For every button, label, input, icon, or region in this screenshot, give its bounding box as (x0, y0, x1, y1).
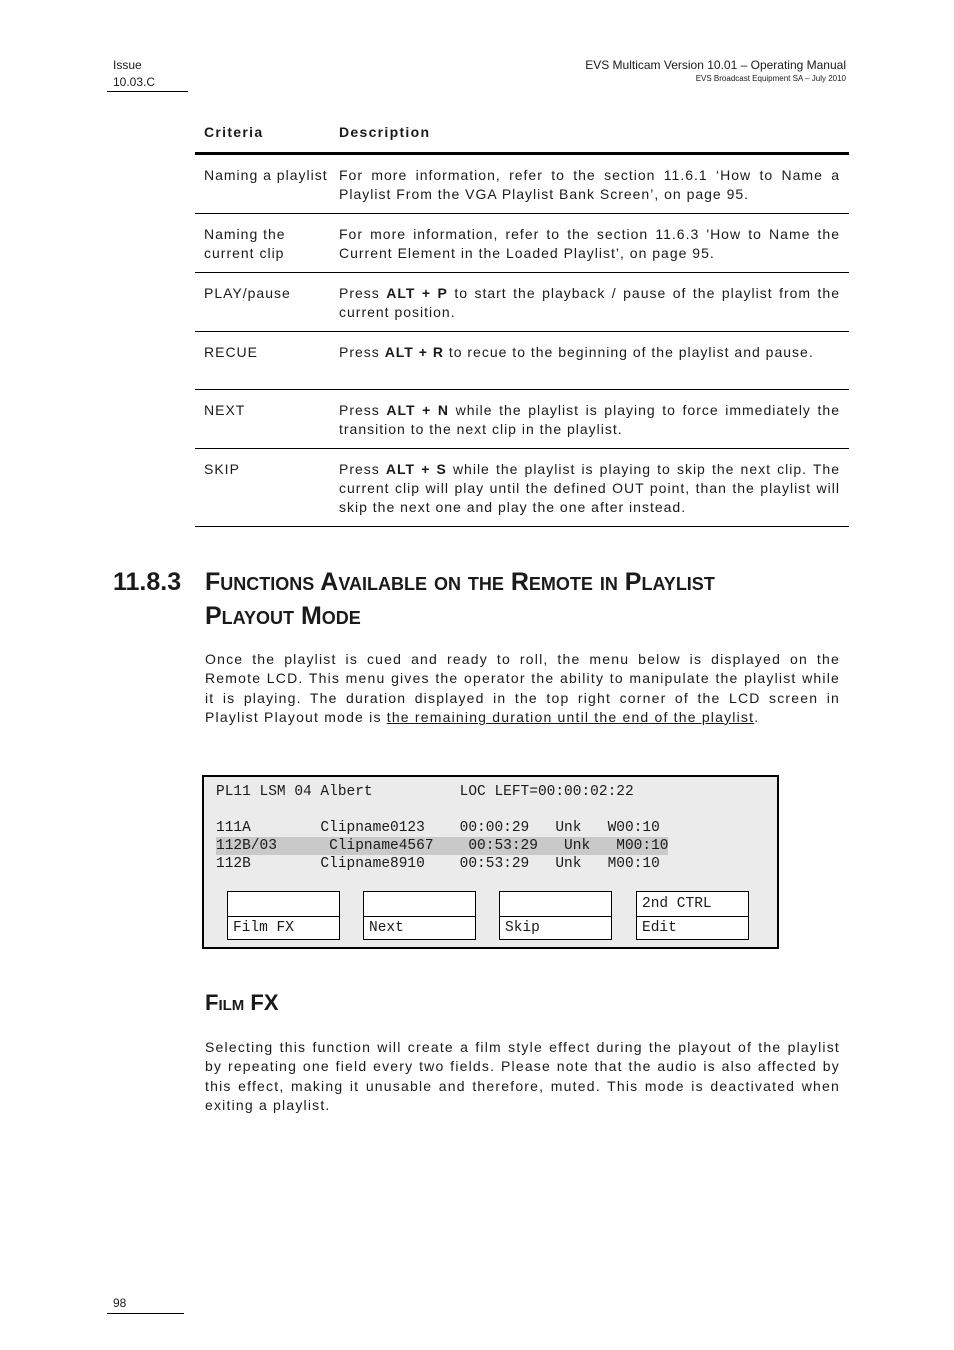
table-row (195, 214, 849, 273)
row-criteria: NEXT (204, 402, 246, 418)
column-header-description: Description (339, 124, 431, 140)
manual-subtitle: EVS Broadcast Equipment SA – July 2010 (695, 74, 846, 83)
softkey-bottom-label: Edit (642, 920, 677, 936)
lcd-softkey-skip[interactable] (499, 891, 612, 940)
section-number: 11.8.3 (113, 568, 182, 596)
softkey-top-label (500, 892, 611, 917)
manual-title: EVS Multicam Version 10.01 – Operating Manual (585, 58, 846, 72)
intro-underlined: the remaining duration until the end of the playlist (386, 708, 755, 725)
desc-text: to recue to the beginning of the playlist and pause. (443, 344, 814, 360)
row-description (339, 273, 849, 331)
softkey-top-label (228, 892, 339, 917)
desc-text: Press (339, 285, 387, 301)
page-number: 98 (113, 1296, 127, 1310)
issue-number: 10.03.C (113, 75, 156, 89)
lcd-softkey-edit[interactable] (636, 891, 749, 940)
lcd-softkey-next[interactable] (363, 891, 476, 940)
row-description: For more information, refer to the section 11.6.3 'How to Name the Current Element in the Loaded Playlist’, on page 95. (339, 226, 840, 262)
table-header (195, 120, 849, 155)
row-description (339, 449, 849, 526)
footer-rule (107, 1313, 184, 1314)
row-criteria: Naming a playlist (204, 167, 328, 183)
criteria-table (195, 120, 849, 527)
film-fx-body: Selecting this function will create a film style effect during the playout of the playlist by repeating one field every two fields. Please note that the audio is also affected by this effect, making it unusable and therefore, muted. This mode is deactivated when exiting a playlist. (205, 1039, 840, 1113)
intro-end: . (754, 708, 760, 725)
lcd-clip-line: 111A Clipname0123 00:00:29 Unk W00:10 (216, 820, 660, 836)
desc-text: while the playlist is playing to skip the next clip. The current clip will play until the defined OUT point, than the playlist will skip the next one and play the one after instead. (339, 461, 840, 516)
column-header-criteria: Criteria (204, 124, 264, 140)
softkey-top-label: 2nd CTRL (637, 892, 748, 917)
row-criteria: PLAY/pause (204, 285, 291, 301)
desc-text: to start the playback / pause of the playlist from the current position. (339, 285, 840, 321)
remote-lcd-panel (202, 775, 779, 949)
desc-text: while the playlist is playing to force immediately the transition to the next clip in the playlist. (339, 402, 840, 438)
header-rule (107, 91, 188, 92)
table-row (195, 155, 849, 214)
film-fx-heading: Film FX (205, 990, 279, 1015)
lcd-softkey-film-fx[interactable] (227, 891, 340, 940)
key-combo: ALT + N (386, 402, 450, 418)
softkey-top-label (364, 892, 475, 917)
table-row (195, 449, 849, 527)
lcd-title-line: PL11 LSM 04 Albert LOC LEFT=00:00:02:22 (216, 784, 634, 800)
key-combo: ALT + R (384, 344, 444, 360)
row-criteria: RECUE (204, 344, 259, 360)
softkey-bottom-label: Next (369, 920, 404, 936)
softkey-bottom-label: Film FX (233, 920, 294, 936)
lcd-clip-line-selected: 112B/03 Clipname4567 00:53:29 Unk M00:10 (216, 838, 669, 854)
softkey-bottom-label: Skip (505, 920, 540, 936)
table-row (195, 332, 849, 390)
row-description: For more information, refer to the section 11.6.1 ‘How to Name a Playlist From the VGA Playlist Bank Screen’, on page 95. (339, 167, 840, 203)
row-criteria: Naming the current clip (204, 226, 286, 262)
section-title: Functions Available on the Remote in Playlist Playout Mode (205, 568, 715, 630)
row-description (339, 332, 849, 389)
desc-text: Press (339, 344, 385, 360)
desc-text: Press (339, 461, 386, 477)
table-row (195, 273, 849, 332)
row-criteria: SKIP (204, 461, 240, 477)
section-heading (113, 565, 715, 630)
table-row (195, 390, 849, 449)
issue-label: Issue (113, 58, 142, 72)
section-intro (205, 650, 840, 727)
row-description (339, 390, 849, 448)
issue-block (113, 57, 155, 91)
desc-text: Press (339, 402, 387, 418)
manual-header (560, 58, 846, 85)
intro-text: Once the playlist is cued and ready to roll, the menu below is displayed on the Remote LCD. This menu gives the operator the ability to manipulate the playlist while it is playing. The duration displayed in the top right corner of the LCD screen in Playlist Playout mode is (205, 651, 840, 725)
key-combo: ALT + S (385, 461, 447, 477)
lcd-clip-line: 112B Clipname8910 00:53:29 Unk M00:10 (216, 856, 660, 872)
key-combo: ALT + P (386, 285, 448, 301)
